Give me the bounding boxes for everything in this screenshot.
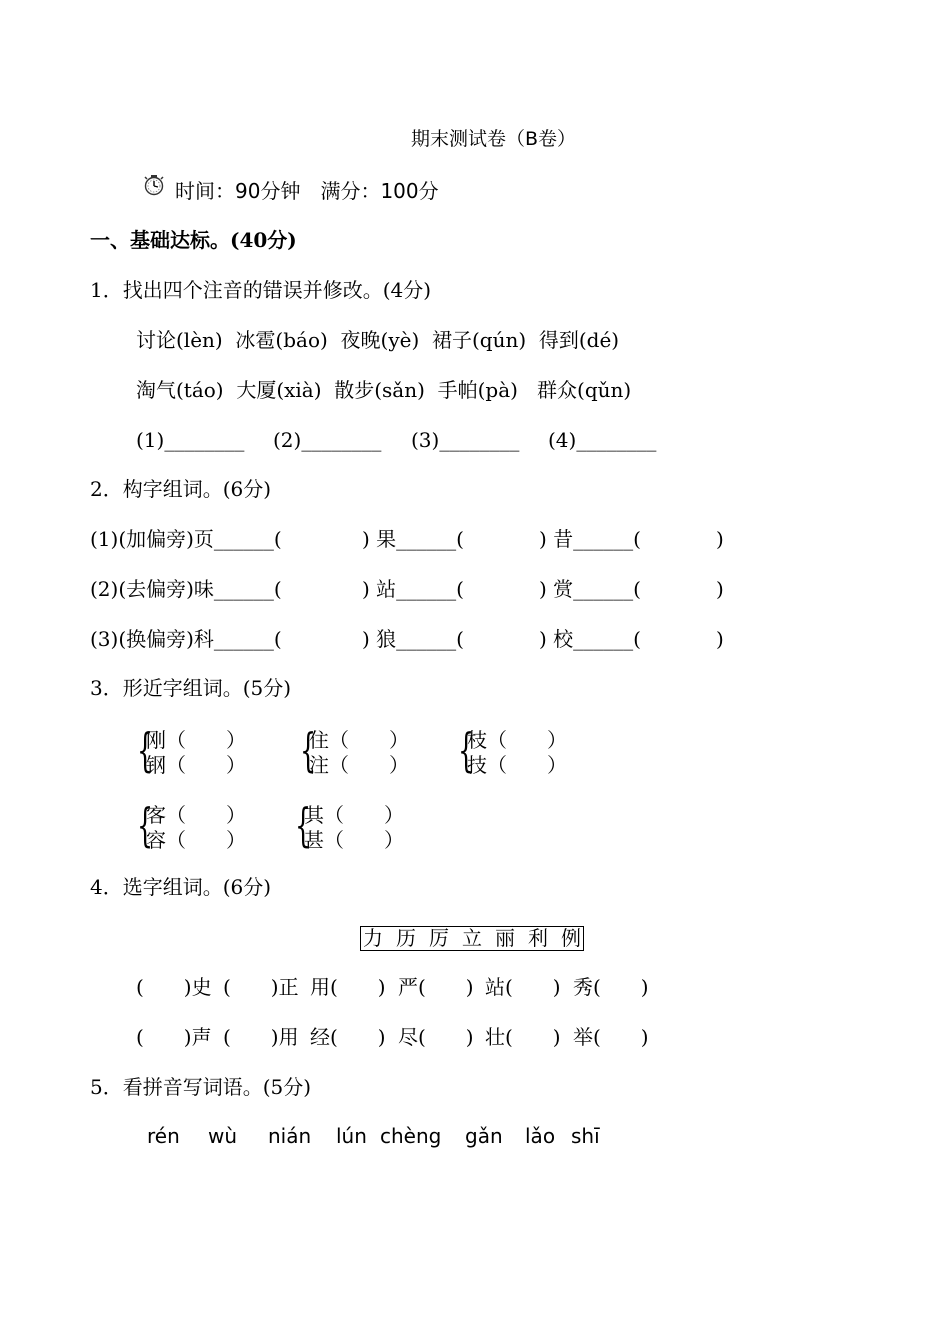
q4-row1-item[interactable]: 严( ) [398, 975, 474, 999]
q3-prompt: 3．形近字组词。(5分) [90, 676, 292, 700]
q2-row3-col2[interactable]: ) 狼______( [362, 627, 464, 651]
q2-row3-col3[interactable]: ) 校______( [539, 627, 641, 651]
q4-row2-item[interactable]: 壮( ) [485, 1025, 561, 1049]
q4-row2-item[interactable]: ( )用 [223, 1025, 299, 1049]
q3-pair4-top[interactable]: 客（ ） [146, 803, 246, 827]
q4-choice: 厉 [429, 926, 449, 950]
q4-row2-item[interactable]: 经( ) [310, 1025, 386, 1049]
q2-row2-col2[interactable]: ) 站______( [362, 577, 464, 601]
q3-pair1-bottom[interactable]: 钢（ ） [146, 753, 246, 777]
q2-row1-col2[interactable]: ) 果______( [362, 527, 464, 551]
q5-pinyin: rén [147, 1124, 180, 1148]
q4-row1-item[interactable]: 站( ) [485, 975, 561, 999]
q1-answer-1[interactable]: (1)________ [136, 428, 245, 452]
q4-row2-item[interactable]: 尽( ) [398, 1025, 474, 1049]
q2-row2-col1[interactable]: (2)(去偏旁)味______( [90, 577, 282, 601]
q3-pair4-bottom[interactable]: 容（ ） [146, 828, 246, 852]
q4-row1-item[interactable]: 用( ) [310, 975, 386, 999]
q1-answer-4[interactable]: (4)________ [548, 428, 657, 452]
q1-line2: 淘气(táo) 大厦(xià) 散步(sǎn) 手帕(pà) 群众(qǔn) [136, 378, 632, 402]
q5-pinyin: wù [208, 1124, 238, 1148]
q2-row2-end: ) [716, 577, 724, 601]
q3-pair3-top[interactable]: 枝（ ） [467, 728, 567, 752]
q2-row3-end: ) [716, 627, 724, 651]
q5-pinyin: gǎn [465, 1124, 503, 1148]
brace: { [300, 723, 317, 777]
q5-pinyin: lún [336, 1124, 367, 1148]
q1-answer-3[interactable]: (3)________ [411, 428, 520, 452]
brace: { [137, 723, 154, 777]
q3-pair5-top[interactable]: 其（ ） [304, 803, 404, 827]
q4-row1-item[interactable]: ( )史 [136, 975, 212, 999]
q2-row1-end: ) [716, 527, 724, 551]
time-score-info: 时间：90分钟 满分：100分 [175, 179, 439, 203]
q5-pinyin: shī [571, 1124, 600, 1148]
q4-choice: 丽 [495, 926, 515, 950]
q1-answer-2[interactable]: (2)________ [273, 428, 382, 452]
brace: { [458, 723, 475, 777]
q3-pair2-top[interactable]: 住（ ） [309, 728, 409, 752]
q2-row1-col3[interactable]: ) 昔______( [539, 527, 641, 551]
q4-row2-item[interactable]: ( )声 [136, 1025, 212, 1049]
clock-icon [143, 174, 165, 199]
q5-pinyin: nián [268, 1124, 312, 1148]
q4-choice-box [360, 926, 584, 951]
q4-choice: 例 [561, 926, 581, 950]
q2-prompt: 2．构字组词。(6分) [90, 477, 272, 501]
q3-pair5-bottom[interactable]: 甚（ ） [304, 828, 404, 852]
page-title: 期末测试卷（B卷） [411, 128, 577, 150]
section-heading: 一、基础达标。(40分) [90, 228, 297, 252]
q3-pair3-bottom[interactable]: 技（ ） [467, 753, 567, 777]
q1-prompt: 1．找出四个注音的错误并修改。(4分) [90, 278, 432, 302]
q5-pinyin: lǎo [525, 1124, 556, 1148]
q4-row2-item[interactable]: 举( ) [573, 1025, 649, 1049]
q1-line1: 讨论(lèn) 冰雹(báo) 夜晚(yè) 裙子(qún) 得到(dé) [136, 328, 620, 352]
q4-choice: 历 [396, 926, 416, 950]
q3-pair2-bottom[interactable]: 注（ ） [309, 753, 409, 777]
q5-pinyin: chèng [380, 1124, 442, 1148]
q4-prompt: 4．选字组词。(6分) [90, 875, 272, 899]
q4-choice: 利 [528, 926, 548, 950]
brace: { [295, 798, 312, 852]
q4-choice: 立 [462, 926, 482, 950]
q5-prompt: 5．看拼音写词语。(5分) [90, 1075, 312, 1099]
q4-row1-item[interactable]: ( )正 [223, 975, 299, 999]
q2-row1-col1[interactable]: (1)(加偏旁)页______( [90, 527, 282, 551]
q2-row2-col3[interactable]: ) 赏______( [539, 577, 641, 601]
q4-choice: 力 [363, 926, 383, 950]
q3-pair1-top[interactable]: 刚（ ） [146, 728, 246, 752]
q2-row3-col1[interactable]: (3)(换偏旁)科______( [90, 627, 282, 651]
q4-row1-item[interactable]: 秀( ) [573, 975, 649, 999]
brace: { [137, 798, 154, 852]
